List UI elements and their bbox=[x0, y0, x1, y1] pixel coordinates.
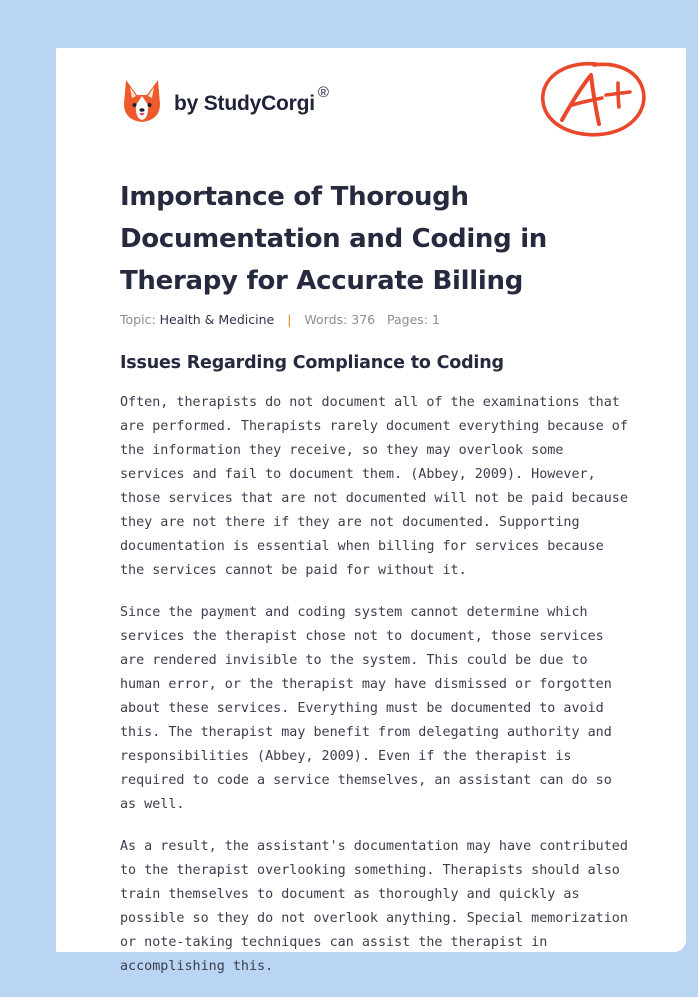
pages-label: Pages: bbox=[387, 312, 429, 327]
article-body bbox=[120, 391, 632, 997]
pages-count: 1 bbox=[432, 312, 440, 327]
topic-link[interactable]: Health & Medicine bbox=[159, 312, 275, 327]
article-title: Importance of Thorough Documentation and Coding in Therapy for Accurate Billing bbox=[120, 182, 548, 296]
topic-label: Topic: bbox=[120, 312, 156, 327]
paragraph-2: Since the payment and coding system cannot determine which services the therapist chose not to document, those services are rendered invisible to the system. This could be due to human error, or the therapist may have dismissed or forgotten about these services. Everything must be documented to avoid this. The therapist may benefit from delegating authority and responsibilities (Abbey, 2009). Even if the therapist is required to code a service themselves, an assistant can do so as well. bbox=[120, 605, 612, 812]
corgi-icon bbox=[122, 78, 162, 124]
document-page bbox=[56, 48, 686, 974]
a-plus-grade-icon bbox=[538, 58, 650, 140]
words-count: 376 bbox=[351, 312, 376, 327]
paragraph-3: As a result, the assistant's documentation may have contributed to the therapist overlooking something. Therapists should also train themselves to document as thoroughly and quickly as possible so they do not overlook anything. Special memorization or note-taking techniques can assist the therapist in accomplishing this. bbox=[120, 839, 628, 974]
studycorgi-logo[interactable] bbox=[122, 76, 329, 126]
words-label: Words: bbox=[304, 312, 348, 327]
article-meta bbox=[120, 312, 440, 327]
registered-mark: ® bbox=[317, 83, 329, 101]
brand-name: by StudyCorgi bbox=[174, 92, 315, 115]
meta-separator: | bbox=[287, 312, 292, 327]
section-heading: Issues Regarding Compliance to Coding bbox=[120, 353, 504, 373]
paragraph-1: Often, therapists do not document all of the examinations that are performed. Therapists rarely document everything because of the information they receive, so they may overlook some services and fail to document them. (Abbey, 2009). However, those services that are not documented will not be paid because they are not there if they are not documented. Supporting documentation is essential when billing for services because the services cannot be paid for without it. bbox=[120, 395, 628, 578]
